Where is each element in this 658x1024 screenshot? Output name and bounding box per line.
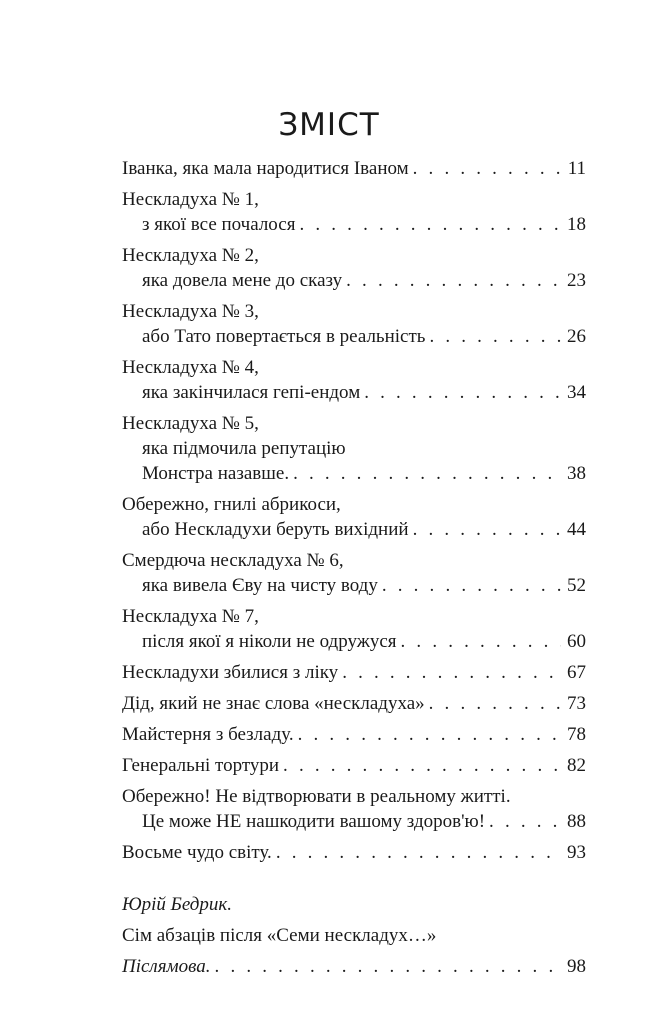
toc-entry-title: Іванка, яка мала народитися Іваном	[122, 158, 409, 179]
toc-entry-line	[122, 461, 586, 486]
toc-entry-line	[122, 492, 586, 517]
toc-entry-line	[122, 355, 586, 380]
toc-page-number: 34	[567, 382, 586, 403]
toc-page-number: 98	[567, 956, 586, 977]
toc-entry-subtitle: яка підмочила репутацію	[142, 438, 346, 459]
toc-entry-subtitle: Це може НЕ нашкодити вашому здоров'ю!	[142, 811, 486, 832]
toc-entry	[122, 355, 586, 405]
toc-entry-line	[122, 604, 586, 629]
toc-entry	[122, 548, 586, 598]
dot-leader	[489, 809, 561, 834]
toc-entry	[122, 722, 586, 747]
dot-leader	[276, 840, 561, 865]
toc-page-number: 52	[567, 575, 586, 596]
toc-entry-subtitle: яка вивела Єву на чисту воду	[142, 575, 378, 596]
toc-entry	[122, 243, 586, 293]
toc-page-number: 88	[567, 811, 586, 832]
toc-entry-line	[122, 411, 586, 436]
dot-leader	[401, 629, 561, 654]
toc-entry-title: Нескладуха № 5,	[122, 413, 259, 434]
toc-entry-line	[122, 243, 586, 268]
toc-page-number: 11	[567, 158, 586, 179]
toc-entry	[122, 299, 586, 349]
toc-entry-line	[122, 809, 586, 834]
toc-entry	[122, 492, 586, 542]
toc-entry-line	[122, 548, 586, 573]
toc-entry	[122, 691, 586, 716]
toc-entry-title: Нескладуха № 2,	[122, 245, 259, 266]
toc-entry	[122, 156, 586, 181]
toc-page-number: 23	[567, 270, 586, 291]
toc-entry-line	[122, 156, 586, 181]
toc-entry-subtitle: Монстра назавше.	[142, 463, 290, 484]
toc-entry-line	[122, 629, 586, 654]
dot-leader	[215, 954, 561, 979]
toc-entry-line	[122, 573, 586, 598]
dot-leader	[382, 573, 561, 598]
toc-entry-line	[122, 517, 586, 542]
toc-page-number: 18	[567, 214, 586, 235]
toc-entry-title: Нескладуха № 1,	[122, 189, 259, 210]
toc-entry-subtitle: після якої я ніколи не одружуся	[142, 631, 397, 652]
toc-page-number: 60	[567, 631, 586, 652]
toc-page-number: 73	[567, 693, 586, 714]
toc-page-number: 26	[567, 326, 586, 347]
toc-entry-title: Генеральні тортури	[122, 755, 280, 776]
page-title: ЗМІСТ	[278, 107, 380, 143]
toc-entry	[122, 187, 586, 237]
toc-entry-title: Обережно! Не відтворювати в реальному житті.	[122, 786, 511, 807]
toc-entry-line	[122, 324, 586, 349]
toc-entry-title: Майстерня з безладу.	[122, 724, 294, 745]
toc-entry-subtitle: або Нескладухи беруть вихідний	[142, 519, 409, 540]
toc-entry-title: Нескладухи збилися з ліку	[122, 662, 339, 683]
dot-leader	[299, 212, 561, 237]
toc-entry-line	[122, 212, 586, 237]
toc-page-number: 78	[567, 724, 586, 745]
toc-entry-line	[122, 753, 586, 778]
afterword-label: Післямова.	[122, 956, 211, 977]
toc-page-number: 38	[567, 463, 586, 484]
toc-entry-subtitle: яка довела мене до сказу	[142, 270, 343, 291]
dot-leader	[429, 324, 561, 349]
toc-entry-subtitle: або Тато повертається в реальність	[142, 326, 426, 347]
toc-entry	[122, 411, 586, 486]
toc-entry-line	[122, 923, 586, 948]
toc-entry-line	[122, 691, 586, 716]
toc-entry-line	[122, 187, 586, 212]
dot-leader	[283, 753, 561, 778]
toc-entry	[122, 660, 586, 685]
toc-entry-line	[122, 892, 586, 917]
afterword-author: Юрій Бедрик.	[122, 894, 233, 915]
dot-leader	[293, 461, 561, 486]
section-spacer	[122, 871, 586, 892]
toc-entry-line	[122, 784, 586, 809]
toc-page-number: 93	[567, 842, 586, 863]
toc-entry-line	[122, 436, 586, 461]
dot-leader	[364, 380, 561, 405]
dot-leader	[413, 156, 562, 181]
toc-entry-title: Смердюча нескладуха № 6,	[122, 550, 344, 571]
dot-leader	[346, 268, 561, 293]
toc-entry	[122, 784, 586, 834]
dot-leader	[429, 691, 561, 716]
toc-entry-line	[122, 299, 586, 324]
toc-entry-title: Обережно, гнилі абрикоси,	[122, 494, 341, 515]
afterword-subtitle: Сім абзаців після «Семи нескладух…»	[122, 925, 437, 946]
toc-page-number: 44	[567, 519, 586, 540]
toc-entry-title: Дід, який не знає слова «нескладуха»	[122, 693, 425, 714]
toc-entry	[122, 840, 586, 865]
toc-entry-line	[122, 954, 586, 979]
dot-leader	[298, 722, 561, 747]
toc-page-number: 82	[567, 755, 586, 776]
dot-leader	[413, 517, 561, 542]
toc-entry-subtitle: з якої все почалося	[142, 214, 296, 235]
toc-page-number: 67	[567, 662, 586, 683]
toc-entry-title: Восьме чудо світу.	[122, 842, 272, 863]
dot-leader	[342, 660, 561, 685]
toc-entry-line	[122, 722, 586, 747]
afterword-entry	[122, 892, 586, 979]
toc-entry-line	[122, 840, 586, 865]
toc-entry-title: Нескладуха № 3,	[122, 301, 259, 322]
toc-entry	[122, 753, 586, 778]
toc-entry-line	[122, 380, 586, 405]
toc-entry-line	[122, 660, 586, 685]
toc-entry-line	[122, 268, 586, 293]
toc-entry-subtitle: яка закінчилася гепі-ендом	[142, 382, 361, 403]
toc-entry-title: Нескладуха № 7,	[122, 606, 259, 627]
toc-entry-title: Нескладуха № 4,	[122, 357, 259, 378]
table-of-contents	[122, 156, 586, 985]
toc-entry	[122, 604, 586, 654]
